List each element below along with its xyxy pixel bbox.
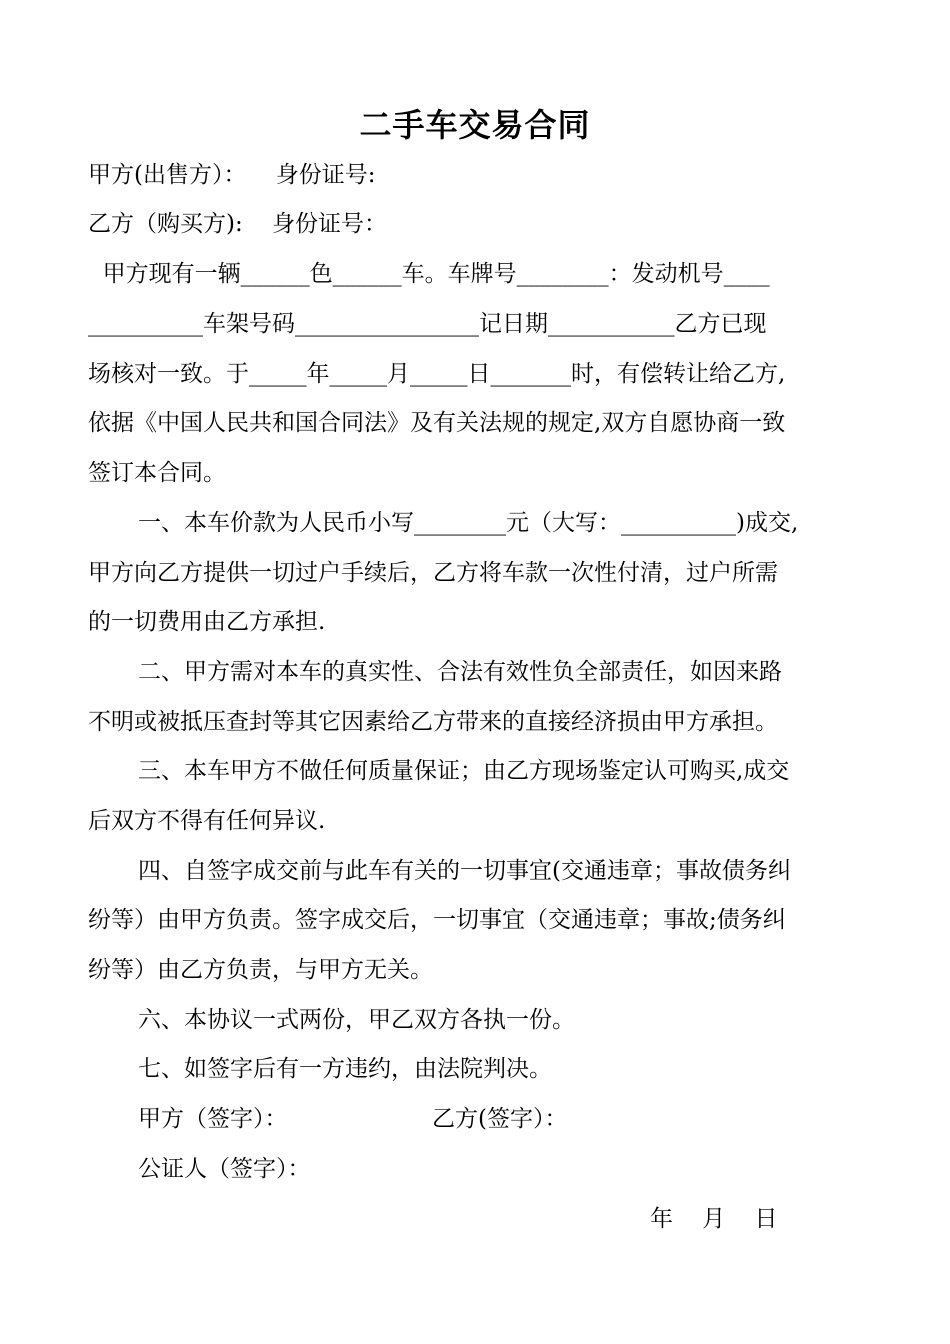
body-line-2: __________车架号码________________记日期___________乙方已现 — [88, 311, 767, 337]
clause-4-line-3: 纷等）由乙方负责，与甲方无关。 — [88, 957, 433, 983]
party-a-signature-label: 甲方（签字）： — [138, 1106, 288, 1132]
clause-1-line-3: 的一切费用由乙方承担. — [88, 609, 326, 635]
clause-2-line-2: 不明或被抵压查封等其它因素给乙方带来的直接经济损由甲方承担。 — [88, 709, 778, 735]
clause-3-line-2: 后双方不得有任何异议. — [88, 808, 326, 834]
body-line-3: 场核对一致。于_____年_____月_____日_______时，有偿转让给乙方, — [88, 361, 786, 387]
clause-4-line-1: 四、自签字成交前与此车有关的一切事宜(交通违章；事故债务纠 — [138, 858, 791, 884]
clause-2-line-1: 二、甲方需对本车的真实性、合法有效性负全部责任，如因来路 — [138, 659, 782, 685]
clause-1-line-2: 甲方向乙方提供一切过户手续后，乙方将车款一次性付清，过户所需 — [88, 560, 778, 586]
clause-7: 七、如签字后有一方违约，由法院判决。 — [138, 1056, 552, 1082]
signature-date: 年 月 日 — [650, 1206, 778, 1232]
party-b-signature-label: 乙方(签字）： — [432, 1106, 568, 1132]
body-line-5: 签订本合同。 — [88, 460, 226, 486]
clause-6: 六、本协议一式两份，甲乙双方各执一份。 — [138, 1007, 575, 1033]
clause-4-line-2: 纷等）由甲方负责。签字成交后，一切事宜（交通违章；事故;债务纠 — [88, 907, 786, 933]
clause-1-line-1: 一、本车价款为人民币小写________元（大写：__________)成交, — [138, 510, 799, 536]
body-line-4: 依据《中国人民共和国合同法》及有关法规的规定,双方自愿协商一致 — [88, 410, 786, 436]
notary-signature-label: 公证人（签字）： — [138, 1156, 311, 1182]
party-b-line: 乙方（购买方): 身份证号： — [88, 211, 387, 237]
party-a-line: 甲方(出售方）： 身份证号: — [88, 162, 376, 188]
page-title: 二手车交易合同 — [359, 106, 591, 144]
clause-3-line-1: 三、本车甲方不做任何质量保证；由乙方现场鉴定认可购买,成交 — [138, 758, 790, 784]
body-line-1: 甲方现有一辆______色______车。车牌号________：发动机号____ — [88, 261, 770, 287]
